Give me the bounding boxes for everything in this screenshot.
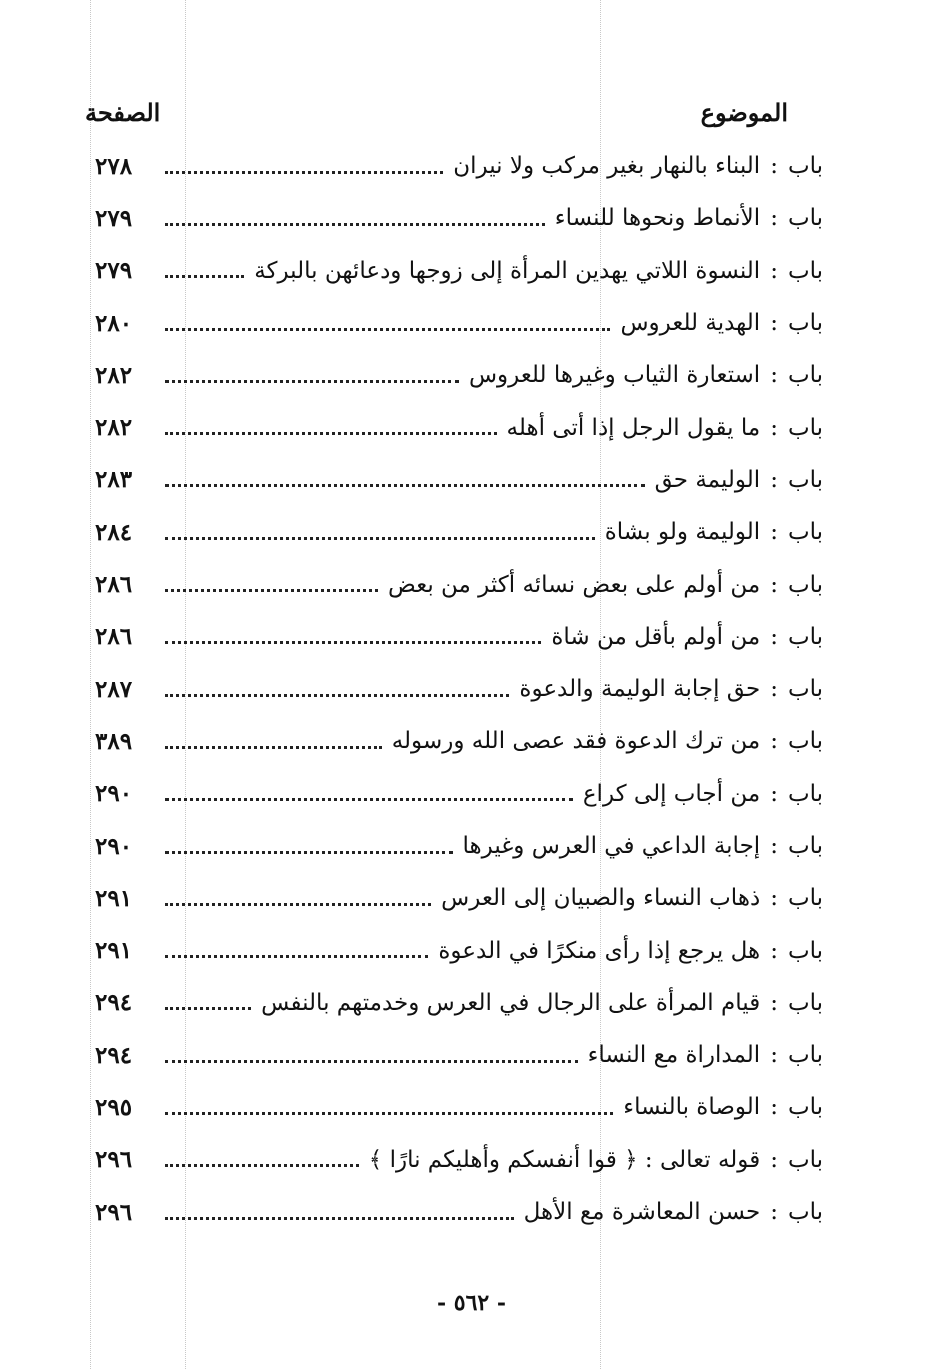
entry-page-number: ٢٩٦: [95, 1198, 133, 1226]
entry-page-number: ٢٧٩: [95, 257, 133, 285]
dot-leader: [165, 275, 244, 278]
entry-title: قيام المرأة على الرجال في العرس وخدمتهم بالنفس: [261, 989, 761, 1016]
index-entry: [95, 297, 823, 349]
entry-page-number: ٢٩٠: [95, 832, 133, 860]
entry-separator: :: [770, 937, 778, 964]
dot-leader: [165, 537, 595, 540]
entry-separator: :: [770, 833, 778, 859]
page-column-heading: الصفحة: [85, 97, 161, 127]
index-entry: [95, 715, 823, 767]
entry-title: الهدية للعروس: [620, 310, 761, 337]
entry-prefix: باب: [787, 519, 823, 546]
entry-prefix: باب: [787, 257, 823, 284]
entry-prefix: باب: [787, 466, 823, 493]
entry-separator: :: [770, 466, 778, 493]
index-entry: [95, 1081, 823, 1133]
entry-title: الوليمة ولو بشاة: [604, 519, 761, 546]
entry-separator: :: [770, 623, 778, 650]
entry-prefix: باب: [787, 1042, 823, 1069]
index-entry: [95, 820, 823, 872]
entry-page-number: ٢٨٤: [95, 518, 133, 546]
entry-title: النسوة اللاتي يهدين المرأة إلى زوجها ودعائهن بالبركة: [254, 257, 761, 284]
entry-separator: :: [770, 1146, 778, 1173]
dot-leader: [165, 380, 459, 383]
dot-leader: [165, 694, 509, 697]
entry-title: البناء بالنهار بغير مركب ولا نيران: [453, 153, 761, 180]
index-entry: [95, 192, 823, 244]
index-entry: [95, 506, 823, 558]
index-entry: [95, 1134, 823, 1186]
topic-column-heading: الموضوع: [700, 97, 788, 127]
index-entry: [95, 977, 823, 1029]
index-entry: [95, 872, 823, 924]
index-entry: [95, 1186, 823, 1238]
entry-prefix: باب: [787, 676, 823, 703]
entry-separator: :: [770, 885, 778, 912]
dot-leader: [165, 1217, 514, 1220]
entry-prefix: باب: [787, 153, 823, 180]
entry-prefix: باب: [787, 1094, 823, 1121]
entry-page-number: ٢٨٣: [95, 466, 133, 494]
entry-title: قوله تعالى : ﴿ قوا أنفسكم وأهليكم نارًا ﴾: [368, 1146, 761, 1173]
entry-prefix: باب: [787, 623, 823, 650]
entry-title: الوليمة حق: [654, 466, 761, 493]
entry-title: من أولم بأقل من شاة: [551, 623, 761, 650]
entry-separator: :: [770, 571, 778, 598]
entry-title: ما يقول الرجل إذا أتى أهله: [506, 414, 761, 441]
index-entry: [95, 924, 823, 976]
dot-leader: [165, 1164, 359, 1167]
entry-page-number: ٢٨٦: [95, 571, 133, 599]
dot-leader: [165, 171, 443, 174]
entry-page-number: ٢٩٥: [95, 1093, 133, 1121]
entry-title: من أولم على بعض نسائه أكثر من بعض: [388, 571, 761, 598]
index-entry: [95, 611, 823, 663]
dot-leader: [165, 746, 382, 749]
entry-separator: :: [770, 1199, 778, 1226]
entry-separator: :: [770, 362, 778, 389]
entry-page-number: ٢٧٩: [95, 204, 133, 232]
entry-page-number: ٢٩١: [95, 884, 133, 912]
index-entry: [95, 663, 823, 715]
entry-separator: :: [770, 414, 778, 441]
index-entries: [95, 140, 823, 1238]
index-entry: [95, 558, 823, 610]
dot-leader: [165, 328, 610, 331]
entry-prefix: باب: [787, 989, 823, 1016]
index-entry: [95, 1029, 823, 1081]
entry-page-number: ٢٨٢: [95, 361, 133, 389]
index-entry: [95, 349, 823, 401]
entry-page-number: ٢٨٢: [95, 414, 133, 442]
entry-prefix: باب: [787, 833, 823, 859]
entry-page-number: ٢٨٠: [95, 309, 133, 337]
entry-title: حق إجابة الوليمة والدعوة: [519, 676, 761, 703]
page-number: - ٥٦٢ -: [436, 1290, 507, 1316]
entry-title: استعارة الثياب وغيرها للعروس: [468, 362, 761, 389]
dot-leader: [165, 955, 428, 958]
entry-page-number: ٢٩٤: [95, 989, 133, 1017]
entry-title: إجابة الداعي في العرس وغيرها: [462, 833, 761, 859]
table-header: [85, 92, 788, 132]
entry-title: من أجاب إلى كراع: [582, 780, 761, 807]
entry-prefix: باب: [787, 414, 823, 441]
entry-page-number: ٢٩١: [95, 937, 133, 965]
entry-page-number: ٢٩٠: [95, 780, 133, 808]
dot-leader: [165, 903, 431, 906]
entry-separator: :: [770, 780, 778, 807]
entry-prefix: باب: [787, 937, 823, 964]
entry-separator: :: [770, 205, 778, 232]
index-entry: [95, 768, 823, 820]
dot-leader: [165, 1112, 613, 1115]
entry-title: حسن المعاشرة مع الأهل: [523, 1199, 761, 1226]
entry-separator: :: [770, 519, 778, 546]
index-entry: [95, 140, 823, 192]
entry-title: المداراة مع النساء: [587, 1042, 761, 1069]
entry-prefix: باب: [787, 362, 823, 389]
entry-prefix: باب: [787, 1199, 823, 1226]
index-entry: [95, 454, 823, 506]
entry-title: من ترك الدعوة فقد عصى الله ورسوله: [391, 728, 761, 755]
dot-leader: [165, 223, 545, 226]
entry-prefix: باب: [787, 571, 823, 598]
entry-title: الأنماط ونحوها للنساء: [554, 205, 761, 232]
entry-page-number: ٢٧٨: [95, 152, 133, 180]
dot-leader: [165, 1007, 251, 1010]
entry-page-number: ٢٩٦: [95, 1146, 133, 1174]
dot-leader: [165, 589, 378, 592]
dot-leader: [165, 1060, 578, 1063]
entry-separator: :: [770, 728, 778, 755]
index-entry: [95, 245, 823, 297]
entry-page-number: ٢٩٤: [95, 1041, 133, 1069]
entry-prefix: باب: [787, 780, 823, 807]
entry-separator: :: [770, 153, 778, 180]
entry-title: ذهاب النساء والصبيان إلى العرس: [441, 885, 761, 912]
dot-leader: [165, 798, 573, 801]
entry-title: هل يرجع إذا رأى منكرًا في الدعوة: [438, 937, 761, 964]
entry-prefix: باب: [787, 310, 823, 337]
margin-guide-line: [90, 0, 91, 1369]
entry-page-number: ٢٨٧: [95, 675, 133, 703]
entry-prefix: باب: [787, 205, 823, 232]
entry-page-number: ٣٨٩: [95, 727, 133, 755]
entry-separator: :: [770, 1042, 778, 1069]
dot-leader: [165, 641, 541, 644]
entry-separator: :: [770, 676, 778, 703]
entry-separator: :: [770, 257, 778, 284]
entry-prefix: باب: [787, 728, 823, 755]
dot-leader: [165, 484, 645, 487]
entry-separator: :: [770, 989, 778, 1016]
dot-leader: [165, 851, 453, 854]
entry-title: الوصاة بالنساء: [623, 1094, 761, 1121]
entry-prefix: باب: [787, 1146, 823, 1173]
entry-prefix: باب: [787, 885, 823, 912]
entry-separator: :: [770, 1094, 778, 1121]
index-entry: [95, 401, 823, 453]
dot-leader: [165, 432, 497, 435]
entry-page-number: ٢٨٦: [95, 623, 133, 651]
entry-separator: :: [770, 310, 778, 337]
